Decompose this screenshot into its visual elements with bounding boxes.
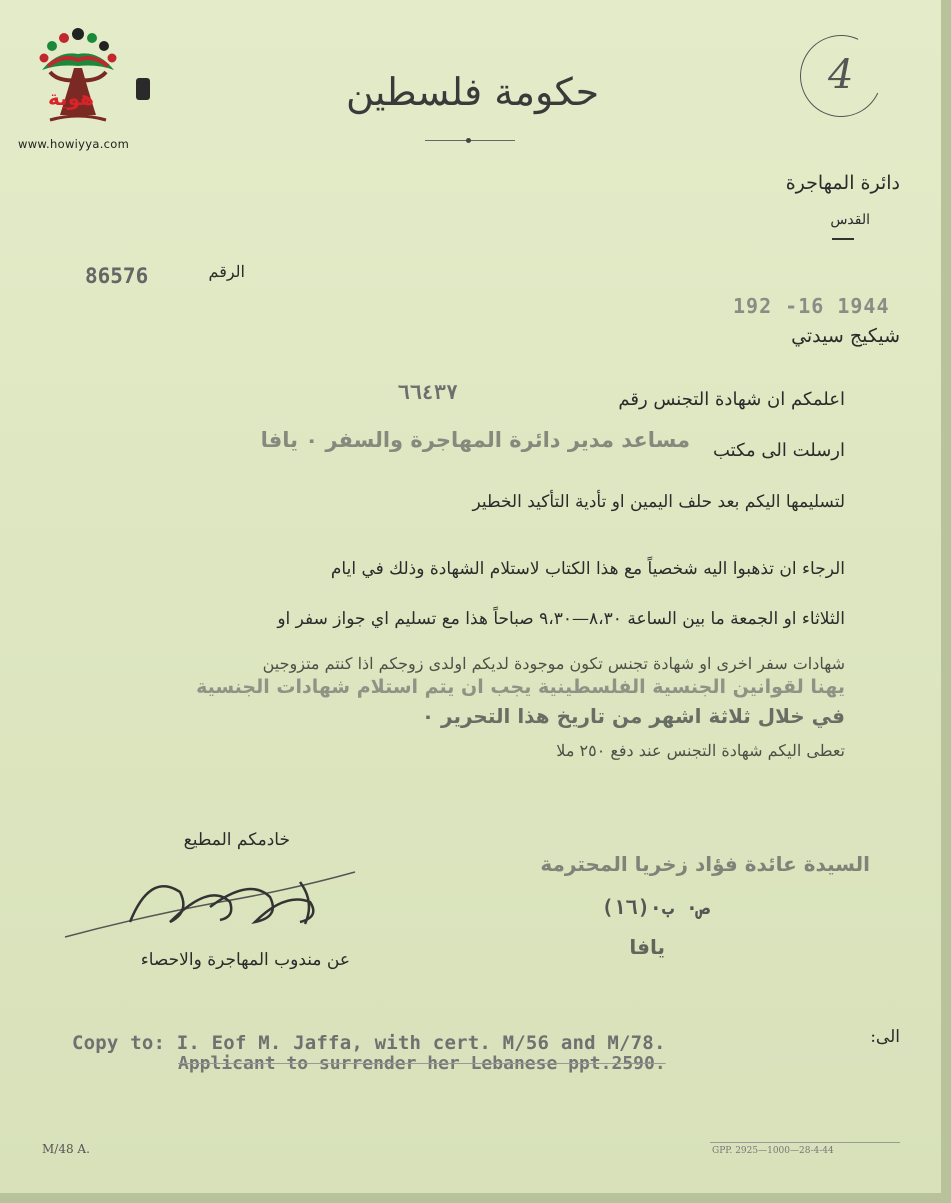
oath-line: لتسليمها اليكم بعد حلف اليمين او تأدية التأكيد الخطير <box>472 492 845 512</box>
city-underline <box>832 238 854 240</box>
letterhead-title: حكومة فلسطين <box>345 70 600 114</box>
overprint-line-2: في خلال ثلاثة اشهر من تاريخ هذا التحرير ٠ <box>421 704 845 728</box>
certificate-number: ٦٦٤٣٧ <box>397 380 458 404</box>
signature-icon <box>60 862 360 942</box>
sent-to-office: مساعد مدير دائرة المهاجرة والسفر ٠ يافا <box>260 428 690 452</box>
copy-line-1: Copy to: I. Eof M. Jaffa, with cert. M/56 and M/78. <box>72 1032 666 1054</box>
instructions-line-1: الرجاء ان تذهبوا اليه شخصياً مع هذا الكتاب لاستلام الشهادة وذلك في ايام <box>330 559 845 579</box>
handwritten-signature <box>60 862 360 942</box>
logo-brand-text: هوية <box>48 86 95 110</box>
department-city: القدس <box>830 212 870 228</box>
page-number: 4 <box>828 52 854 98</box>
binder-hole <box>136 78 150 100</box>
footer-rule <box>710 1142 900 1143</box>
reference-label: الرقم <box>208 262 245 281</box>
signatory-title: عن مندوب المهاجرة والاحصاء <box>140 950 350 970</box>
instructions-line-3: شهادات سفر اخرى او شهادة تجنس تكون موجودة لديكم اولدى زوجكم اذا كنتم متزوجين <box>262 654 845 673</box>
recipient-city: يافا <box>629 935 665 959</box>
printer-code: GPP. 2925—1000—28-4-44 <box>712 1146 834 1156</box>
divider-dot <box>466 138 471 143</box>
recipient-po-box: ص٠ ب٠(١٦) <box>601 895 710 919</box>
howiyya-logo <box>28 20 128 135</box>
fee-line: تعطى اليكم شهادة التجنس عند دفع ٢٥٠ ملا <box>556 741 845 760</box>
closing-phrase: خادمكم المطيع <box>183 830 290 850</box>
tree-logo-icon <box>28 20 128 135</box>
copy-label: الى: <box>870 1027 900 1047</box>
overprint-line-1: يهنا لقوانين الجنسية الفلسطينية يجب ان يتم استلام شهادات الجنسية <box>196 676 845 698</box>
certificate-line-text: اعلمكم ان شهادة التجنس رقم <box>618 389 845 410</box>
page-edge-bottom <box>0 1193 951 1203</box>
department-name: دائرة المهاجرة <box>785 172 900 194</box>
salutation: شيكيج سيدتي <box>791 325 900 347</box>
instructions-line-2: الثلاثاء او الجمعة ما بين الساعة ٨،٣٠—٩،٣٠ صباحاً هذا مع تسليم اي جواز سفر او <box>277 609 845 629</box>
form-code: M/48 A. <box>42 1142 90 1156</box>
sent-to-text: ارسلت الى مكتب <box>712 440 845 461</box>
recipient-name: السيدة عائدة فؤاد زخريا المحترمة <box>540 852 870 876</box>
date-stamp: 192 -16 1944 <box>733 294 890 318</box>
reference-number: 86576 <box>85 264 149 288</box>
copy-line-2: Applicant to surrender her Lebanese ppt.2590. <box>178 1053 666 1074</box>
page-edge-right <box>941 0 951 1203</box>
logo-site-url: www.howiyya.com <box>18 137 130 151</box>
